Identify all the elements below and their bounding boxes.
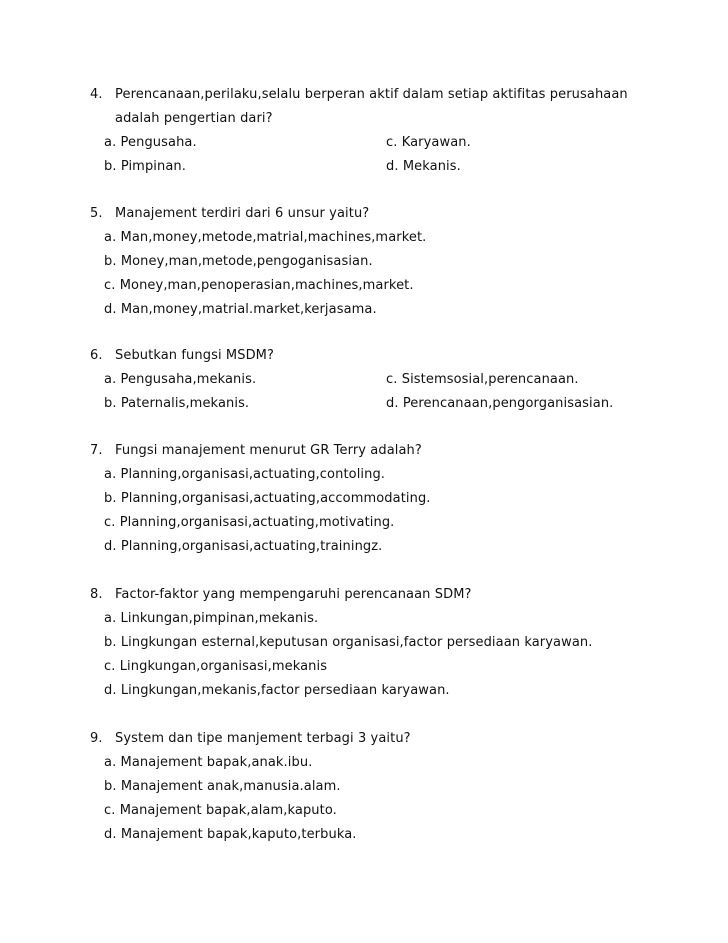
option-b: b. Lingkungan esternal,keputusan organisasi,factor persediaan karyawan. [104, 635, 593, 650]
option-d: d. Perencanaan,pengorganisasian. [386, 396, 614, 411]
option-c: c. Lingkungan,organisasi,mekanis [104, 659, 328, 674]
option-a: a. Linkungan,pimpinan,mekanis. [104, 611, 319, 626]
option-d: d. Man,money,matrial.market,kerjasama. [104, 302, 377, 317]
option-d: d. Mekanis. [386, 159, 461, 174]
question-number: 9. [90, 731, 103, 746]
option-b: b. Pimpinan. [104, 159, 186, 174]
option-a: a. Man,money,metode,matrial,machines,market. [104, 230, 427, 245]
question-text: Perencanaan,perilaku,selalu berperan aktif dalam setiap aktifitas perusahaan [115, 87, 628, 102]
question-text: Manajement terdiri dari 6 unsur yaitu? [115, 206, 370, 221]
option-d: d. Planning,organisasi,actuating,trainingz. [104, 539, 383, 554]
option-b: b. Paternalis,mekanis. [104, 396, 250, 411]
option-a: a. Pengusaha. [104, 135, 197, 150]
question-number: 4. [90, 87, 103, 102]
question-number: 8. [90, 587, 103, 602]
option-d: d. Lingkungan,mekanis,factor persediaan karyawan. [104, 683, 450, 698]
question-text: Fungsi manajement menurut GR Terry adalah? [115, 443, 422, 458]
question-text: Sebutkan fungsi MSDM? [115, 348, 274, 363]
option-c: c. Sistemsosial,perencanaan. [386, 372, 579, 387]
option-c: c. Planning,organisasi,actuating,motivating. [104, 515, 395, 530]
option-b: b. Manajement anak,manusia.alam. [104, 779, 341, 794]
option-c: c. Karyawan. [386, 135, 471, 150]
option-a: a. Planning,organisasi,actuating,contoling. [104, 467, 386, 482]
option-d: d. Manajement bapak,kaputo,terbuka. [104, 827, 357, 842]
option-a: a. Manajement bapak,anak.ibu. [104, 755, 313, 770]
option-c: c. Money,man,penoperasian,machines,market. [104, 278, 414, 293]
question-number: 7. [90, 443, 103, 458]
option-b: b. Planning,organisasi,actuating,accommodating. [104, 491, 431, 506]
question-text: System dan tipe manjement terbagi 3 yaitu? [115, 731, 411, 746]
question-text-continuation: adalah pengertian dari? [115, 111, 273, 126]
option-c: c. Manajement bapak,alam,kaputo. [104, 803, 337, 818]
option-a: a. Pengusaha,mekanis. [104, 372, 257, 387]
question-number: 6. [90, 348, 103, 363]
option-b: b. Money,man,metode,pengoganisasian. [104, 254, 373, 269]
question-number: 5. [90, 206, 103, 221]
question-text: Factor-faktor yang mempengaruhi perencanaan SDM? [115, 587, 472, 602]
